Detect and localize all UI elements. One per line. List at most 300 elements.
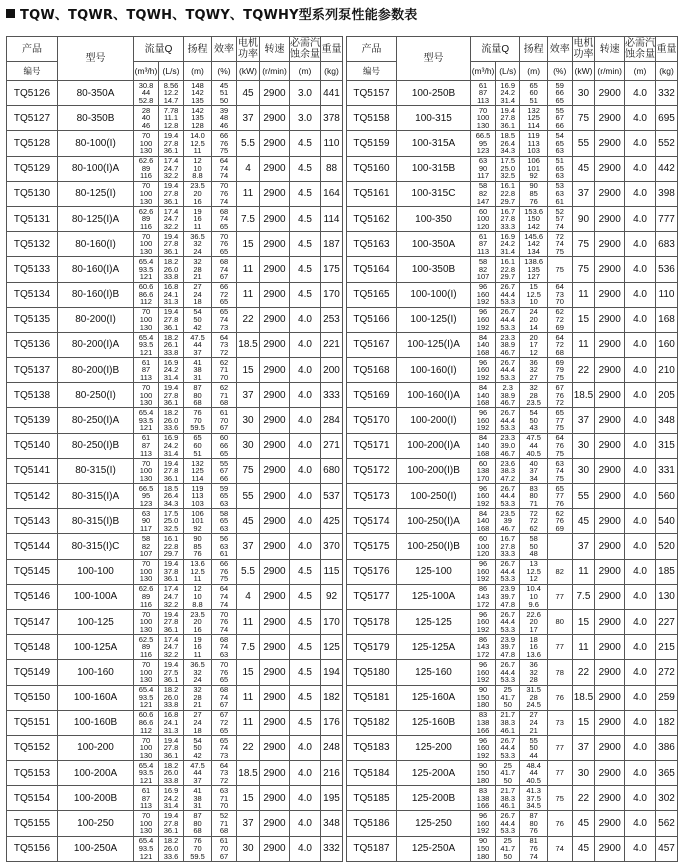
head-cell xyxy=(184,811,212,836)
flow-m3h-line: 86.6 xyxy=(138,289,154,299)
flow-ls-line: 16.9 xyxy=(163,357,179,367)
flow-m3h-line: 170 xyxy=(476,473,490,483)
npsh-cell: 4.0 xyxy=(625,106,656,131)
table-row xyxy=(7,206,343,231)
power-cell: 11 xyxy=(572,635,595,660)
flow-m3h-line: 96 xyxy=(478,609,488,619)
flow-m3h-line: 192 xyxy=(476,826,490,836)
flow-m3h-line: 168 xyxy=(476,524,490,534)
efficiency-line: 65 xyxy=(219,725,229,735)
efficiency-line: 65 xyxy=(219,307,229,317)
flow-m3h-line: 95 xyxy=(478,138,488,148)
head-line: 50 xyxy=(193,743,202,753)
flow-m3h-line: 95 xyxy=(141,491,151,501)
speed-cell: 2900 xyxy=(260,282,290,307)
head-line: 17 xyxy=(529,340,538,350)
head-cell xyxy=(520,282,547,307)
weight-cell: 378 xyxy=(321,106,343,131)
head-line: 12 xyxy=(193,584,202,594)
flow-m3h-line: 130 xyxy=(139,473,153,483)
flow-m3h-line: 160 xyxy=(476,365,490,375)
weight-cell: 160 xyxy=(656,332,678,357)
head-line: 15 xyxy=(529,282,538,292)
npsh-cell: 4.5 xyxy=(290,685,321,710)
head-line: 13 xyxy=(529,559,538,569)
flow-m3h-cell xyxy=(134,609,159,634)
power-cell: 5.5 xyxy=(237,131,260,156)
head-cell xyxy=(184,206,212,231)
table-row xyxy=(7,761,343,786)
model-cell: 100-125A xyxy=(58,635,134,660)
efficiency-line: 65 xyxy=(219,448,229,458)
power-cell: 30 xyxy=(237,408,260,433)
model-cell: 100-350 xyxy=(396,206,470,231)
flow-ls-line: 19.4 xyxy=(163,307,179,317)
efficiency-line: 82 xyxy=(555,566,564,576)
efficiency-line: 64 xyxy=(219,332,229,342)
head-line: 81 xyxy=(529,836,538,846)
flow-m3h-line: 180 xyxy=(476,851,490,861)
speed-cell: 2900 xyxy=(595,232,625,257)
efficiency-line: 64 xyxy=(219,156,229,166)
flow-ls-line: 21.7 xyxy=(500,785,516,795)
flow-ls-line: 29.7 xyxy=(500,196,516,206)
flow-ls-line: 46.7 xyxy=(500,347,516,357)
flow-ls-line: 47.8 xyxy=(500,650,516,660)
flow-ls-line: 27.8 xyxy=(500,541,516,551)
efficiency-cell xyxy=(212,206,237,231)
flow-m3h-line: 192 xyxy=(476,750,490,760)
power-cell: 37 xyxy=(572,534,595,559)
efficiency-line: 66 xyxy=(555,88,564,98)
flow-ls-line: 23.3 xyxy=(500,332,516,342)
efficiency-cell xyxy=(212,408,237,433)
head-line: 31.5 xyxy=(526,685,541,695)
efficiency-line: 67 xyxy=(219,423,229,433)
efficiency-cell xyxy=(547,458,572,483)
power-cell: 37 xyxy=(572,408,595,433)
npsh-cell: 4.0 xyxy=(625,408,656,433)
flow-ls-line: 26.7 xyxy=(500,408,516,418)
speed-cell: 2900 xyxy=(595,609,625,634)
product-code-cell: TQ5138 xyxy=(7,383,58,408)
flow-ls-line: 17.4 xyxy=(163,206,179,216)
unit-weight: (kg) xyxy=(656,62,678,81)
head-line: 48.4 xyxy=(526,760,541,770)
flow-m3h-line: 89 xyxy=(141,642,151,652)
npsh-cell: 4.5 xyxy=(290,206,321,231)
product-code-cell: TQ5178 xyxy=(347,609,397,634)
model-cell: 125-160A xyxy=(396,685,470,710)
weight-cell: 195 xyxy=(321,786,343,811)
power-cell: 37 xyxy=(237,106,260,131)
efficiency-line: 54 xyxy=(555,131,564,141)
product-code-cell: TQ5164 xyxy=(347,257,397,282)
efficiency-line: 74 xyxy=(219,599,229,609)
head-cell xyxy=(520,559,547,584)
weight-cell: 457 xyxy=(656,836,678,861)
head-line: 106 xyxy=(527,156,540,166)
efficiency-line: 65 xyxy=(219,735,229,745)
efficiency-cell xyxy=(547,181,572,206)
flow-ls-line: 26.4 xyxy=(163,491,179,501)
flow-ls-line: 26.4 xyxy=(500,138,516,148)
table-row xyxy=(7,786,343,811)
flow-ls-cell xyxy=(496,635,520,660)
efficiency-line: 58 xyxy=(219,508,229,518)
flow-m3h-line: 70 xyxy=(478,105,488,115)
flow-m3h-cell xyxy=(471,735,496,760)
flow-ls-line: 46.7 xyxy=(500,524,516,534)
efficiency-cell xyxy=(547,761,572,786)
speed-cell: 2900 xyxy=(260,811,290,836)
flow-m3h-line: 140 xyxy=(476,516,490,526)
npsh-cell: 4.0 xyxy=(625,559,656,584)
efficiency-cell xyxy=(212,131,237,156)
power-cell: 11 xyxy=(237,282,260,307)
flow-m3h-line: 61 xyxy=(141,433,151,443)
product-code-cell: TQ5165 xyxy=(347,282,397,307)
head-line: 87 xyxy=(193,811,202,821)
flow-m3h-line: 117 xyxy=(477,171,490,181)
table-row xyxy=(7,383,343,408)
efficiency-line: 63 xyxy=(219,524,229,534)
product-code-cell: TQ5186 xyxy=(347,811,397,836)
unit-power: (kW) xyxy=(572,62,595,81)
head-line: 32 xyxy=(193,667,202,677)
flow-ls-line: 38.3 xyxy=(500,466,516,476)
flow-ls-line: 26.7 xyxy=(500,282,516,292)
head-line: 23.5 xyxy=(526,398,541,408)
table-row xyxy=(347,484,678,509)
head-cell xyxy=(184,836,212,861)
flow-ls-cell xyxy=(496,685,520,710)
efficiency-cell xyxy=(212,584,237,609)
model-cell: 125-125A xyxy=(396,635,470,660)
product-code-cell: TQ5144 xyxy=(7,534,58,559)
flow-ls-line: 24.7 xyxy=(163,642,179,652)
efficiency-line: 75 xyxy=(555,372,564,382)
flow-ls-cell xyxy=(496,559,520,584)
flow-ls-line: 27.8 xyxy=(163,314,179,324)
head-line: 142 xyxy=(527,221,540,231)
flow-m3h-line: 192 xyxy=(476,372,490,382)
flow-ls-line: 26.7 xyxy=(500,811,516,821)
product-code-cell: TQ5149 xyxy=(7,660,58,685)
product-code-cell: TQ5141 xyxy=(7,458,58,483)
flow-ls-cell xyxy=(496,509,520,534)
head-cell xyxy=(520,433,547,458)
flow-ls-line: 53.3 xyxy=(500,372,516,382)
efficiency-cell xyxy=(212,735,237,760)
header-efficiency: 效率 xyxy=(212,37,237,62)
flow-m3h-line: 100 xyxy=(139,617,153,627)
speed-cell: 2900 xyxy=(595,106,625,131)
npsh-cell: 4.0 xyxy=(625,206,656,231)
weight-cell: 680 xyxy=(321,458,343,483)
weight-cell: 365 xyxy=(656,761,678,786)
model-cell: 100-100A xyxy=(58,584,134,609)
flow-ls-line: 31.4 xyxy=(500,247,516,257)
speed-cell: 2900 xyxy=(595,131,625,156)
head-line: 37 xyxy=(193,347,202,357)
model-cell: 100-200(I) xyxy=(396,408,470,433)
head-line: 114 xyxy=(527,121,540,131)
head-cell xyxy=(184,534,212,559)
speed-cell: 2900 xyxy=(260,332,290,357)
efficiency-line: 52 xyxy=(219,811,229,821)
model-cell: 80-200(I)B xyxy=(58,358,134,383)
head-line: 12 xyxy=(529,574,538,584)
weight-cell: 332 xyxy=(656,81,678,106)
flow-m3h-line: 28 xyxy=(141,105,151,115)
model-cell: 100-250(I)B xyxy=(396,534,470,559)
speed-cell: 2900 xyxy=(595,81,625,106)
spec-table-left xyxy=(6,36,343,862)
npsh-cell: 4.5 xyxy=(290,282,321,307)
npsh-cell: 4.0 xyxy=(625,282,656,307)
head-line: 134 xyxy=(527,247,540,257)
efficiency-line: 68 xyxy=(219,398,229,408)
head-line: 44 xyxy=(193,768,202,778)
flow-ls-line: 2.3 xyxy=(502,382,513,392)
weight-cell: 386 xyxy=(656,735,678,760)
unit-npsh: (m) xyxy=(625,62,656,81)
speed-cell: 2900 xyxy=(260,735,290,760)
head-line: 41 xyxy=(193,785,202,795)
flow-ls-cell xyxy=(496,307,520,332)
weight-cell: 130 xyxy=(656,584,678,609)
npsh-cell: 4.0 xyxy=(625,584,656,609)
efficiency-cell xyxy=(547,735,572,760)
flow-ls-line: 19.4 xyxy=(500,105,516,115)
flow-ls-line: 31.4 xyxy=(163,801,179,811)
flow-m3h-line: 113 xyxy=(477,247,490,257)
flow-m3h-line: 70 xyxy=(141,735,151,745)
head-line: 18 xyxy=(193,725,202,735)
flow-ls-cell xyxy=(496,836,520,861)
product-code-cell: TQ5130 xyxy=(7,181,58,206)
npsh-cell: 4.0 xyxy=(625,484,656,509)
table-row xyxy=(347,81,678,106)
flow-ls-line: 39.0 xyxy=(500,440,516,450)
flow-ls-line: 26.7 xyxy=(500,660,516,670)
flow-m3h-line: 172 xyxy=(476,650,490,660)
efficiency-line: 77 xyxy=(555,415,564,425)
efficiency-line: 72 xyxy=(555,231,564,241)
efficiency-line: 62 xyxy=(555,307,564,317)
flow-m3h-line: 70 xyxy=(141,811,151,821)
efficiency-line: 76 xyxy=(219,138,229,148)
efficiency-cell xyxy=(212,811,237,836)
flow-ls-line: 19.4 xyxy=(163,181,179,191)
table-row xyxy=(7,232,343,257)
flow-ls-line: 27.8 xyxy=(163,743,179,753)
efficiency-line: 76 xyxy=(219,189,229,199)
flow-ls-cell xyxy=(159,710,184,735)
head-line: 20 xyxy=(529,617,538,627)
flow-m3h-line: 70 xyxy=(141,231,151,241)
header-speed: 转速 xyxy=(260,37,290,62)
table-row xyxy=(347,232,678,257)
table-body-right xyxy=(347,81,678,862)
flow-ls-line: 25.0 xyxy=(163,516,179,526)
weight-cell: 194 xyxy=(321,660,343,685)
weight-cell: 348 xyxy=(656,408,678,433)
flow-m3h-cell xyxy=(134,156,159,181)
npsh-cell: 4.0 xyxy=(625,509,656,534)
flow-m3h-line: 100 xyxy=(139,138,153,148)
flow-m3h-cell xyxy=(471,81,496,106)
table-row xyxy=(7,811,343,836)
flow-m3h-line: 123 xyxy=(476,146,490,156)
head-cell xyxy=(184,786,212,811)
efficiency-line: 63 xyxy=(555,146,564,156)
head-line: 41.3 xyxy=(526,785,541,795)
power-cell: 37 xyxy=(237,383,260,408)
model-cell: 80-160(I)B xyxy=(58,282,134,307)
efficiency-line: 68 xyxy=(219,826,229,836)
flow-ls-line: 38.9 xyxy=(500,340,516,350)
head-line: 19 xyxy=(193,634,202,644)
flow-m3h-line: 82 xyxy=(478,264,488,274)
weight-cell: 370 xyxy=(321,534,343,559)
flow-m3h-line: 130 xyxy=(139,247,153,257)
table-row xyxy=(347,458,678,483)
power-cell: 45 xyxy=(572,811,595,836)
efficiency-line: 63 xyxy=(219,650,229,660)
flow-ls-line: 36.1 xyxy=(163,675,179,685)
flow-ls-line: 33.6 xyxy=(163,851,179,861)
head-line: 90 xyxy=(529,181,538,191)
table-row xyxy=(7,332,343,357)
flow-m3h-line: 82 xyxy=(141,541,151,551)
flow-m3h-line: 160 xyxy=(476,491,490,501)
efficiency-cell xyxy=(547,332,572,357)
flow-ls-cell xyxy=(159,433,184,458)
flow-ls-cell xyxy=(496,786,520,811)
head-line: 8.8 xyxy=(192,599,203,609)
flow-ls-line: 17.4 xyxy=(163,584,179,594)
flow-ls-line: 26.7 xyxy=(500,609,516,619)
flow-m3h-line: 100 xyxy=(139,466,153,476)
flow-ls-line: 11.1 xyxy=(163,113,179,123)
head-line: 16 xyxy=(193,642,202,652)
efficiency-cell xyxy=(212,685,237,710)
flow-ls-line: 33.8 xyxy=(163,272,179,282)
flow-m3h-line: 70 xyxy=(141,609,151,619)
model-cell: 80-350A xyxy=(58,81,134,106)
flow-m3h-cell xyxy=(134,509,159,534)
head-cell xyxy=(184,660,212,685)
flow-ls-cell xyxy=(159,458,184,483)
head-line: 48 xyxy=(529,549,538,559)
flow-m3h-line: 107 xyxy=(476,272,490,282)
flow-ls-line: 24.1 xyxy=(163,289,179,299)
head-line: 32 xyxy=(193,685,202,695)
header-head: 扬程 xyxy=(520,37,547,62)
efficiency-line: 46 xyxy=(219,121,229,131)
npsh-cell: 4.0 xyxy=(625,685,656,710)
head-line: 51 xyxy=(529,95,538,105)
product-code-cell: TQ5185 xyxy=(347,786,397,811)
head-line: 47.5 xyxy=(190,760,205,770)
flow-ls-line: 16.9 xyxy=(500,80,516,90)
flow-ls-line: 34.3 xyxy=(163,498,179,508)
flow-m3h-line: 138 xyxy=(476,717,490,727)
efficiency-line: 67 xyxy=(219,466,229,476)
efficiency-cell xyxy=(212,559,237,584)
model-cell: 80-125(I)A xyxy=(58,206,134,231)
flow-m3h-line: 113 xyxy=(140,448,152,458)
power-cell: 7.5 xyxy=(572,584,595,609)
weight-cell: 114 xyxy=(321,206,343,231)
flow-ls-line: 53.3 xyxy=(500,675,516,685)
efficiency-line: 63 xyxy=(219,785,229,795)
flow-ls-cell xyxy=(496,484,520,509)
table-row xyxy=(347,635,678,660)
flow-m3h-cell xyxy=(471,358,496,383)
flow-ls-line: 27.8 xyxy=(163,189,179,199)
model-cell: 80-315(I) xyxy=(58,458,134,483)
head-line: 21 xyxy=(529,725,538,735)
flow-m3h-line: 130 xyxy=(139,750,153,760)
npsh-cell: 4.0 xyxy=(625,735,656,760)
npsh-cell: 4.0 xyxy=(625,836,656,861)
head-line: 101 xyxy=(191,516,204,526)
head-line: 138.6 xyxy=(524,257,544,267)
efficiency-line: 76 xyxy=(555,818,564,828)
head-line: 80 xyxy=(529,491,538,501)
head-line: 119 xyxy=(527,131,540,141)
head-line: 28 xyxy=(529,675,538,685)
flow-ls-cell xyxy=(159,282,184,307)
flow-ls-line: 24.1 xyxy=(163,717,179,727)
efficiency-cell xyxy=(212,761,237,786)
npsh-cell: 4.0 xyxy=(290,408,321,433)
flow-ls-line: 24.7 xyxy=(163,214,179,224)
efficiency-cell xyxy=(547,81,572,106)
efficiency-line: 39 xyxy=(219,105,229,115)
flow-m3h-line: 96 xyxy=(478,735,488,745)
head-line: 11 xyxy=(193,650,202,660)
model-cell: 100-250A xyxy=(58,836,134,861)
speed-cell: 2900 xyxy=(595,584,625,609)
table-row xyxy=(7,609,343,634)
speed-cell: 2900 xyxy=(595,635,625,660)
flow-m3h-line: 30.8 xyxy=(138,80,154,90)
flow-m3h-line: 121 xyxy=(139,851,153,861)
head-line: 85 xyxy=(193,541,202,551)
head-cell xyxy=(184,509,212,534)
flow-ls-line: 25 xyxy=(503,760,512,770)
flow-ls-line: 27.8 xyxy=(163,239,179,249)
model-cell: 80-315(I)B xyxy=(58,509,134,534)
efficiency-cell xyxy=(547,660,572,685)
flow-ls-line: 29.7 xyxy=(500,272,516,282)
flow-m3h-line: 96 xyxy=(478,811,488,821)
flow-ls-line: 53.3 xyxy=(500,574,516,584)
efficiency-line: 66 xyxy=(219,131,229,141)
flow-m3h-line: 84 xyxy=(478,433,488,443)
power-cell: 22 xyxy=(237,735,260,760)
flow-m3h-cell xyxy=(471,131,496,156)
flow-m3h-line: 63 xyxy=(141,508,151,518)
header-flow: 流量Q xyxy=(471,37,520,62)
head-line: 65 xyxy=(529,80,538,90)
power-cell: 22 xyxy=(572,358,595,383)
flow-ls-cell xyxy=(496,383,520,408)
